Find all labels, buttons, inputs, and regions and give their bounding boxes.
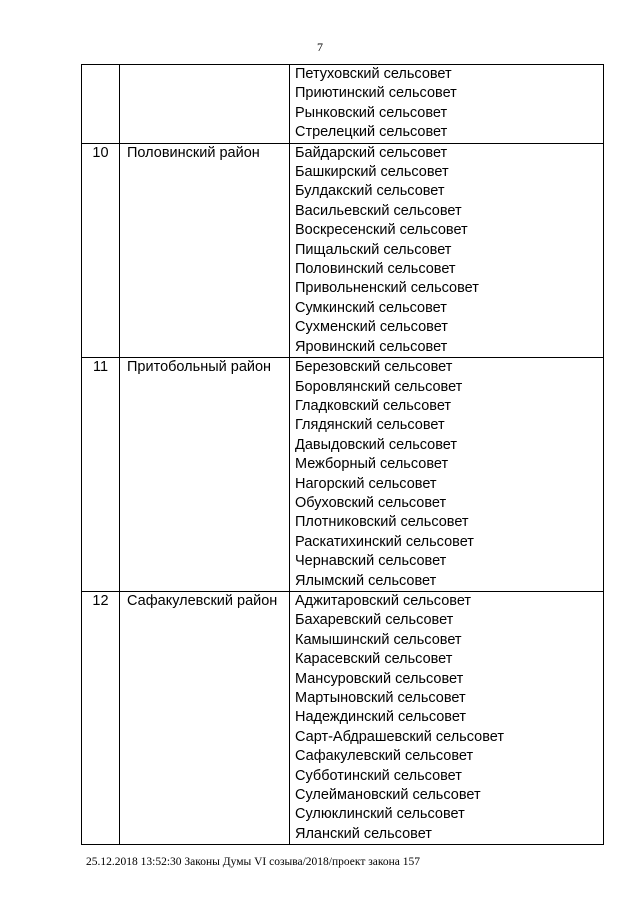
council-item: Плотниковский сельсовет	[295, 514, 469, 531]
council-item: Сумкинский сельсовет	[295, 299, 447, 316]
council-item: Березовский сельсовет	[295, 359, 453, 376]
district-name: Сафакулевский район	[120, 591, 290, 844]
document-footer: 25.12.2018 13:52:30 Законы Думы VI созыва/2018/проект закона 157	[86, 856, 421, 868]
council-item: Межборный сельсовет	[295, 456, 449, 473]
council-item: Васильевский сельсовет	[295, 202, 462, 219]
council-item: Сафакулевский сельсовет	[295, 748, 474, 765]
council-item: Булдакский сельсовет	[295, 183, 445, 200]
council-item: Половинский сельсовет	[295, 261, 456, 278]
council-item: Нагорский сельсовет	[295, 475, 437, 492]
council-item: Сарт-Абдрашевский сельсовет	[295, 728, 504, 745]
council-list	[290, 65, 604, 144]
council-item: Сухменский сельсовет	[295, 319, 448, 336]
council-item: Яланский сельсовет	[295, 825, 432, 842]
row-number: 10	[82, 143, 120, 357]
district-name	[120, 65, 290, 144]
council-item: Приютинский сельсовет	[295, 85, 457, 102]
council-item: Пищальский сельсовет	[295, 241, 452, 258]
council-item: Давыдовский сельсовет	[295, 436, 457, 453]
district-name: Притобольный район	[120, 358, 290, 592]
council-item: Башкирский сельсовет	[295, 164, 449, 181]
page-number: 7	[317, 40, 323, 54]
council-item: Байдарский сельсовет	[295, 144, 448, 161]
row-number: 11	[82, 358, 120, 592]
row-number: 12	[82, 591, 120, 844]
council-item: Мансуровский сельсовет	[295, 670, 464, 687]
council-item: Боровлянский сельсовет	[295, 378, 463, 395]
council-item: Сулюклинский сельсовет	[295, 806, 465, 823]
council-item: Рынковский сельсовет	[295, 104, 448, 121]
council-item: Субботинский сельсовет	[295, 767, 462, 784]
council-item: Камышинский сельсовет	[295, 631, 462, 648]
council-list	[290, 591, 604, 844]
table-row	[82, 591, 604, 844]
table-row	[82, 143, 604, 357]
council-item: Раскатихинский сельсовет	[295, 533, 474, 550]
council-item: Аджитаровский сельсовет	[295, 592, 472, 609]
council-item: Обуховский сельсовет	[295, 494, 447, 511]
council-item: Привольненский сельсовет	[295, 280, 479, 297]
districts-table	[81, 64, 604, 845]
council-item: Глядянский сельсовет	[295, 417, 445, 434]
council-item: Надеждинский сельсовет	[295, 709, 467, 726]
council-item: Гладковский сельсовет	[295, 397, 452, 414]
council-item: Ялымский сельсовет	[295, 572, 437, 589]
council-item: Воскресенский сельсовет	[295, 222, 468, 239]
table-row	[82, 358, 604, 592]
council-item: Стрелецкий сельсовет	[295, 124, 448, 141]
council-item: Петуховский сельсовет	[295, 66, 452, 82]
row-number	[82, 65, 120, 144]
district-name: Половинский район	[120, 143, 290, 357]
council-item: Чернавский сельсовет	[295, 553, 447, 570]
council-item: Яровинский сельсовет	[295, 338, 448, 355]
council-item: Карасевский сельсовет	[295, 651, 453, 668]
council-list	[290, 358, 604, 592]
council-item: Мартыновский сельсовет	[295, 690, 466, 706]
council-item: Сулеймановский сельсовет	[295, 787, 481, 804]
table-row	[82, 65, 604, 144]
council-item: Бахаревский сельсовет	[295, 612, 454, 629]
council-list	[290, 143, 604, 357]
